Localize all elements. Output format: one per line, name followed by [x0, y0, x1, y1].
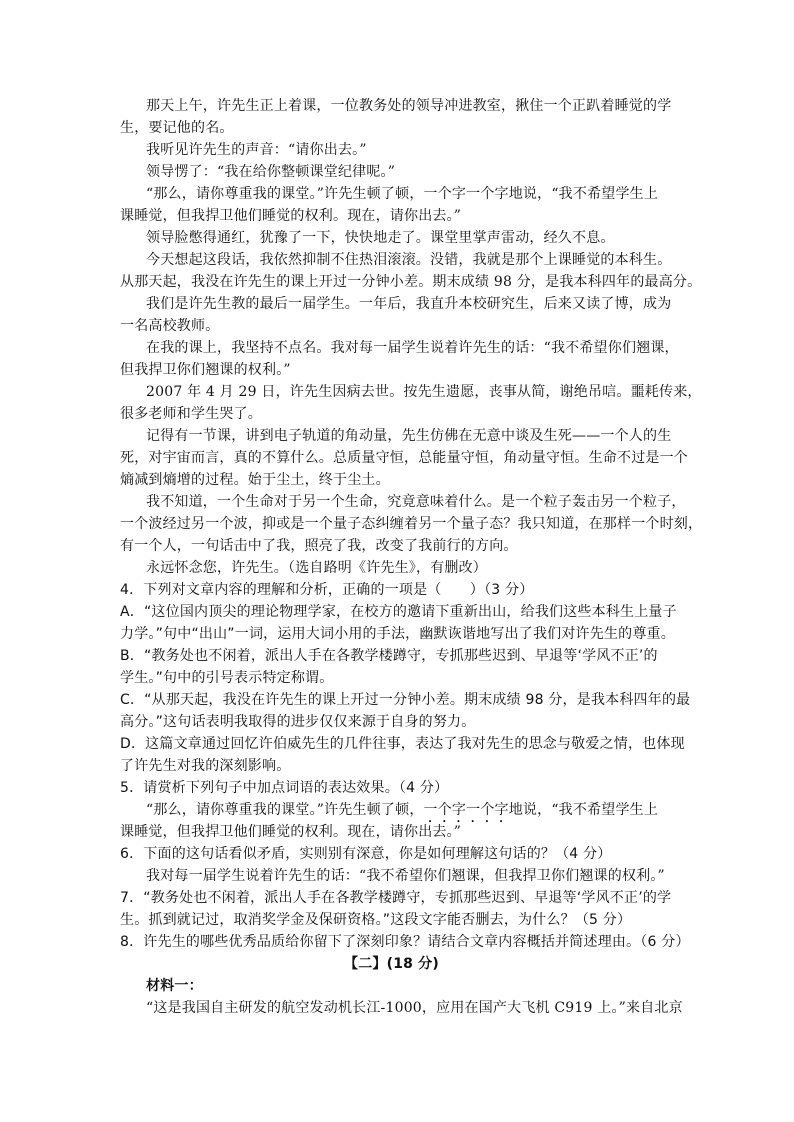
question-7-cont: 生。抓到就记过，取消奖学金及保研资格。”这段文字能否删去，为什么？（5 分）	[120, 912, 632, 928]
option-d-cont: 了许先生对我的深刻影响。	[120, 758, 291, 774]
paragraph-line: 很多老师和学生哭了。	[120, 406, 262, 422]
paragraph-line: 课睡觉，但我捍卫他们睡觉的权利。现在，请你出去。”	[120, 208, 462, 224]
paragraph-line: 今天想起这段话，我依然抑制不住热泪滚滚。没错，我就是那个上课睡觉的本科生。	[146, 252, 672, 268]
option-b-cont: 学生。”句中的引号表示特定称谓。	[120, 670, 334, 686]
question-5-quote-cont: 课睡觉，但我捍卫他们睡觉的权利。现在，请你出去。”	[120, 824, 462, 840]
paragraph-line: 从那天起，我没在许先生的课上开过一分钟小差。期末成绩 98 分，是我本科四年的最高分。	[120, 274, 702, 290]
question-6-quote: 我对每一届学生说着许先生的话：“我不希望你们翘课，但我捍卫你们翘课的权利。”	[146, 868, 665, 884]
quote-before: “那么，请你尊重我的课堂。”许先生顿了顿，	[146, 802, 424, 818]
paragraph-line: 熵减到熵增的过程。始于尘土，终于尘土。	[120, 472, 390, 488]
source-line: 永远怀念您，许先生。（选自路明《许先生》，有删改）	[146, 560, 487, 576]
material-heading: 材料一：	[146, 978, 203, 994]
paragraph-line: 领导脸憋得通红，犹豫了一下，快快地走了。课堂里掌声雷动，经久不息。	[146, 230, 615, 246]
question-8: 8．许先生的哪些优秀品质给你留下了深刻印象？请结合文章内容概括并简述理由。（6 分）	[120, 934, 690, 950]
paragraph-line: 2007 年 4 月 29 日，许先生因病去世。按先生遗愿，丧事从简，谢绝吊唁。噩耗传来，	[146, 384, 702, 400]
paragraph-line: 我们是许先生教的最后一届学生。一年后，我直升本校研究生，后来又读了博，成为	[146, 296, 672, 312]
quote-after: 地说，“我不希望学生上	[508, 802, 659, 818]
paragraph-line: 但我捍卫你们翘课的权利。”	[120, 362, 291, 378]
paragraph-line: 死，对宇宙而言，真的不算什么。总质量守恒，总能量守恒，角动量守恒。生命不过是一个	[120, 450, 688, 466]
question-4: 4．下列对文章内容的理解和分析，正确的一项是（ ）（3 分）	[120, 582, 534, 598]
paragraph-line: 领导愣了：“我在给你整顿课堂纪律呢。”	[146, 164, 396, 180]
question-5: 5．请赏析下列句子中加点词语的表达效果。（4 分）	[120, 780, 449, 796]
paragraph-line: 一名高校教师。	[120, 318, 220, 334]
option-d: D．这篇文章通过回忆许伯威先生的几件往事，表达了我对先生的思念与敬爱之情，也体现	[120, 736, 685, 752]
option-c-cont: 高分。”这句话表明我取得的进步仅仅来源于自身的努力。	[120, 714, 476, 730]
question-7: 7．“教务处也不闲着，派出人手在各教学楼蹲守，专抓那些迟到、早退等‘学风不正’的学	[120, 890, 672, 906]
question-6: 6．下面的这句话看似矛盾，实则别有深意，你是如何理解这句话的？（4 分）	[120, 846, 612, 862]
paragraph-line: 一个波经过另一个波，抑或是一个量子态纠缠着另一个量子态？我只知道，在那样一个时刻，	[120, 516, 703, 532]
paragraph-line: 我听见许先生的声音：“请你出去。”	[146, 142, 367, 158]
paragraph-line: 记得有一节课，讲到电子轨道的角动量，先生仿佛在无意中谈及生死——一个人的生	[146, 428, 672, 444]
option-c: C．“从那天起，我没在许先生的课上开过一分钟小差。期末成绩 98 分，是我本科四年的最	[120, 692, 691, 708]
paragraph-line: “那么，请你尊重我的课堂。”许先生顿了顿，一个字一个字地说，“我不希望学生上	[146, 186, 659, 202]
material-line: “这是我国自主研发的航空发动机长江-1000，应用在国产大飞机 C919 上。”来自北京	[146, 1000, 683, 1016]
section-heading: 【二】(18 分)	[344, 956, 439, 972]
option-a: A．“这位国内顶尖的理论物理学家，在校方的邀请下重新出山，给我们这些本科生上量子	[120, 604, 677, 620]
paragraph-line: 在我的课上，我坚持不点名。我对每一届学生说着许先生的话：“我不希望你们翘课，	[146, 340, 679, 356]
paragraph-line: 我不知道，一个生命对于另一个生命，究竟意味着什么。是一个粒子轰击另一个粒子，	[146, 494, 686, 510]
paragraph-line: 那天上午，许先生正上着课，一位教务处的领导冲进教室，揪住一个正趴着睡觉的学	[146, 98, 672, 114]
paragraph-line: 有一个人，一句话击中了我，照亮了我，改变了我前行的方向。	[120, 538, 518, 554]
dotted-phrase: 一个字一个字	[423, 802, 509, 818]
option-a-cont: 力学。”句中“出山”一词，运用大词小用的手法，幽默诙谐地写出了我们对许先生的尊重。	[120, 626, 675, 642]
option-b: B．“教务处也不闲着，派出人手在各教学楼蹲守，专抓那些迟到、早退等‘学风不正’的	[120, 648, 658, 664]
paragraph-line: 生，要记他的名。	[120, 120, 234, 136]
